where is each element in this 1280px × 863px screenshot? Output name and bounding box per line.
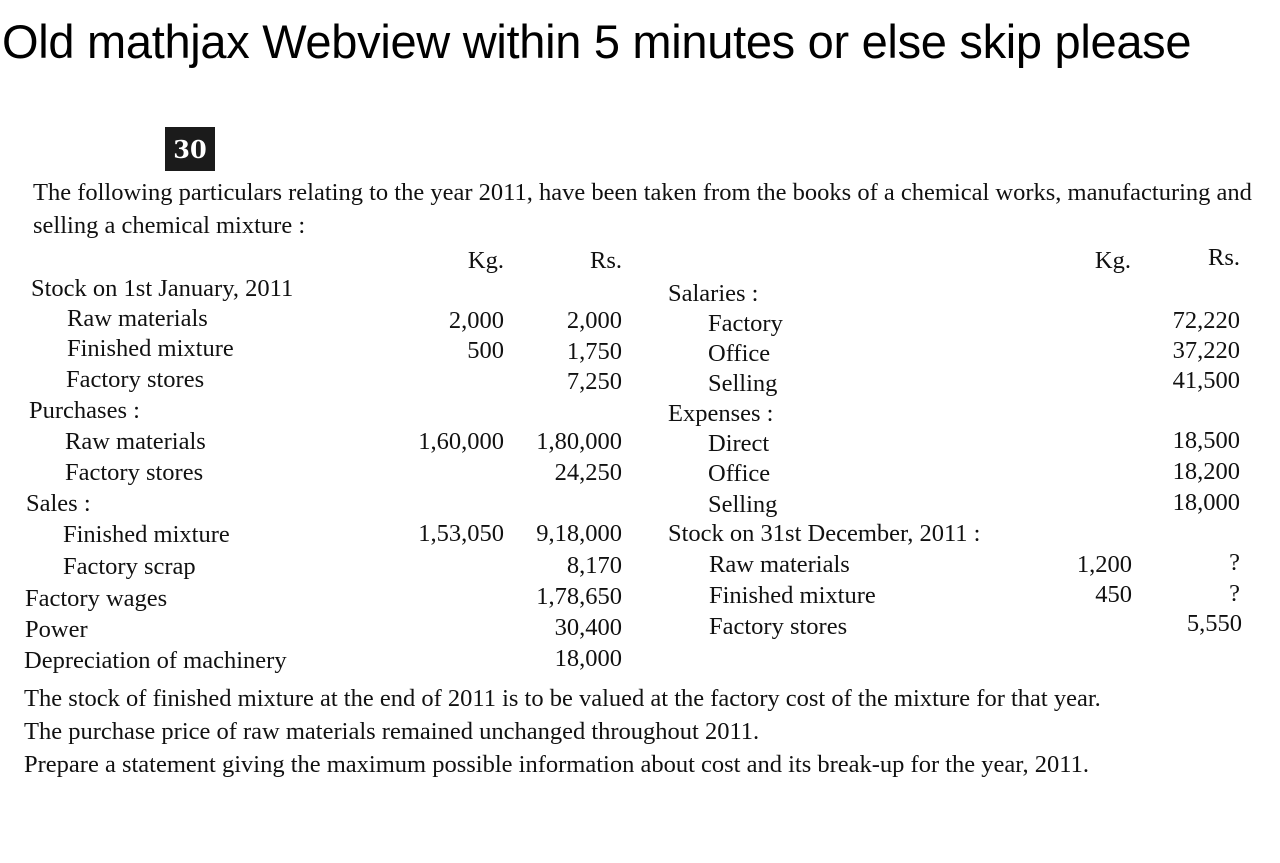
exp-direct-rs: 18,500	[1172, 427, 1240, 454]
sal-factory-label: Factory	[708, 310, 783, 337]
intro-paragraph: The following particulars relating to the year 2011, have been taken from the books of a chemical works, manufacturing and selling a chemical mixture :	[33, 179, 1252, 239]
close-factory-rs: 5,550	[1186, 610, 1242, 637]
exp-selling-rs: 18,000	[1172, 489, 1240, 516]
factory-wages-rs: 1,78,650	[536, 583, 622, 610]
exp-direct-label: Direct	[708, 430, 770, 457]
purchases-heading: Purchases :	[29, 397, 140, 424]
sales-finished-label: Finished mixture	[63, 521, 230, 548]
exp-selling-label: Selling	[708, 491, 778, 518]
right-rs-header: Rs.	[1207, 244, 1240, 271]
power-rs: 30,400	[554, 614, 622, 641]
sales-finished-kg: 1,53,050	[418, 520, 504, 547]
right-kg-header: Kg.	[1094, 247, 1131, 274]
notes-block	[24, 682, 1264, 781]
exp-office-label: Office	[708, 460, 771, 487]
stock-factory-rs: 7,250	[566, 368, 622, 395]
question-number-badge: 30	[165, 127, 215, 171]
purch-raw-label: Raw materials	[65, 428, 206, 455]
close-raw-kg: 1,200	[1076, 551, 1132, 578]
note-line: The purchase price of raw materials remained unchanged throughout 2011.	[24, 718, 760, 745]
stock-raw-rs: 2,000	[566, 307, 622, 334]
close-finished-kg: 450	[1095, 581, 1132, 608]
close-finished-label: Finished mixture	[709, 582, 876, 609]
close-raw-label: Raw materials	[709, 551, 850, 578]
close-factory-label: Factory stores	[709, 613, 848, 640]
purch-raw-rs: 1,80,000	[536, 428, 622, 455]
stock-factory-label: Factory stores	[66, 366, 205, 393]
stock-opening-heading: Stock on 1st January, 2011	[31, 275, 294, 302]
left-rs-header: Rs.	[589, 247, 622, 274]
depreciation-label: Depreciation of machinery	[24, 647, 287, 674]
close-raw-rs: ?	[1229, 549, 1240, 576]
note-line: The stock of finished mixture at the end of 2011 is to be valued at the factory cost of the mixture for that year.	[24, 685, 1101, 712]
left-kg-header: Kg.	[467, 247, 504, 274]
sales-heading: Sales :	[26, 490, 91, 517]
sales-scrap-label: Factory scrap	[63, 553, 196, 580]
close-finished-rs: ?	[1229, 580, 1240, 607]
depreciation-rs: 18,000	[554, 645, 622, 672]
stock-finished-kg: 500	[467, 337, 504, 364]
sales-finished-rs: 9,18,000	[536, 520, 622, 547]
sal-office-label: Office	[708, 340, 771, 367]
exp-office-rs: 18,200	[1172, 458, 1240, 485]
salaries-heading: Salaries :	[668, 280, 759, 307]
sal-factory-rs: 72,220	[1172, 307, 1240, 334]
purch-factory-label: Factory stores	[65, 459, 204, 486]
note-line: Prepare a statement giving the maximum possible information about cost and its break-up for the year, 2011.	[24, 751, 1089, 778]
sal-selling-label: Selling	[708, 370, 778, 397]
sal-office-rs: 37,220	[1172, 337, 1240, 364]
closing-stock-heading: Stock on 31st December, 2011 :	[668, 520, 981, 547]
stock-finished-label: Finished mixture	[67, 335, 234, 362]
purch-factory-rs: 24,250	[554, 459, 622, 486]
banner-title: Old mathjax Webview within 5 minutes or else skip please	[2, 15, 1192, 68]
power-label: Power	[25, 616, 88, 643]
sales-scrap-rs: 8,170	[566, 552, 622, 579]
stock-finished-rs: 1,750	[566, 338, 622, 365]
expenses-heading: Expenses :	[668, 400, 774, 427]
purch-raw-kg: 1,60,000	[418, 428, 504, 455]
stock-raw-kg: 2,000	[448, 307, 504, 334]
stock-raw-label: Raw materials	[67, 305, 208, 332]
factory-wages-label: Factory wages	[25, 585, 168, 612]
sal-selling-rs: 41,500	[1172, 367, 1240, 394]
